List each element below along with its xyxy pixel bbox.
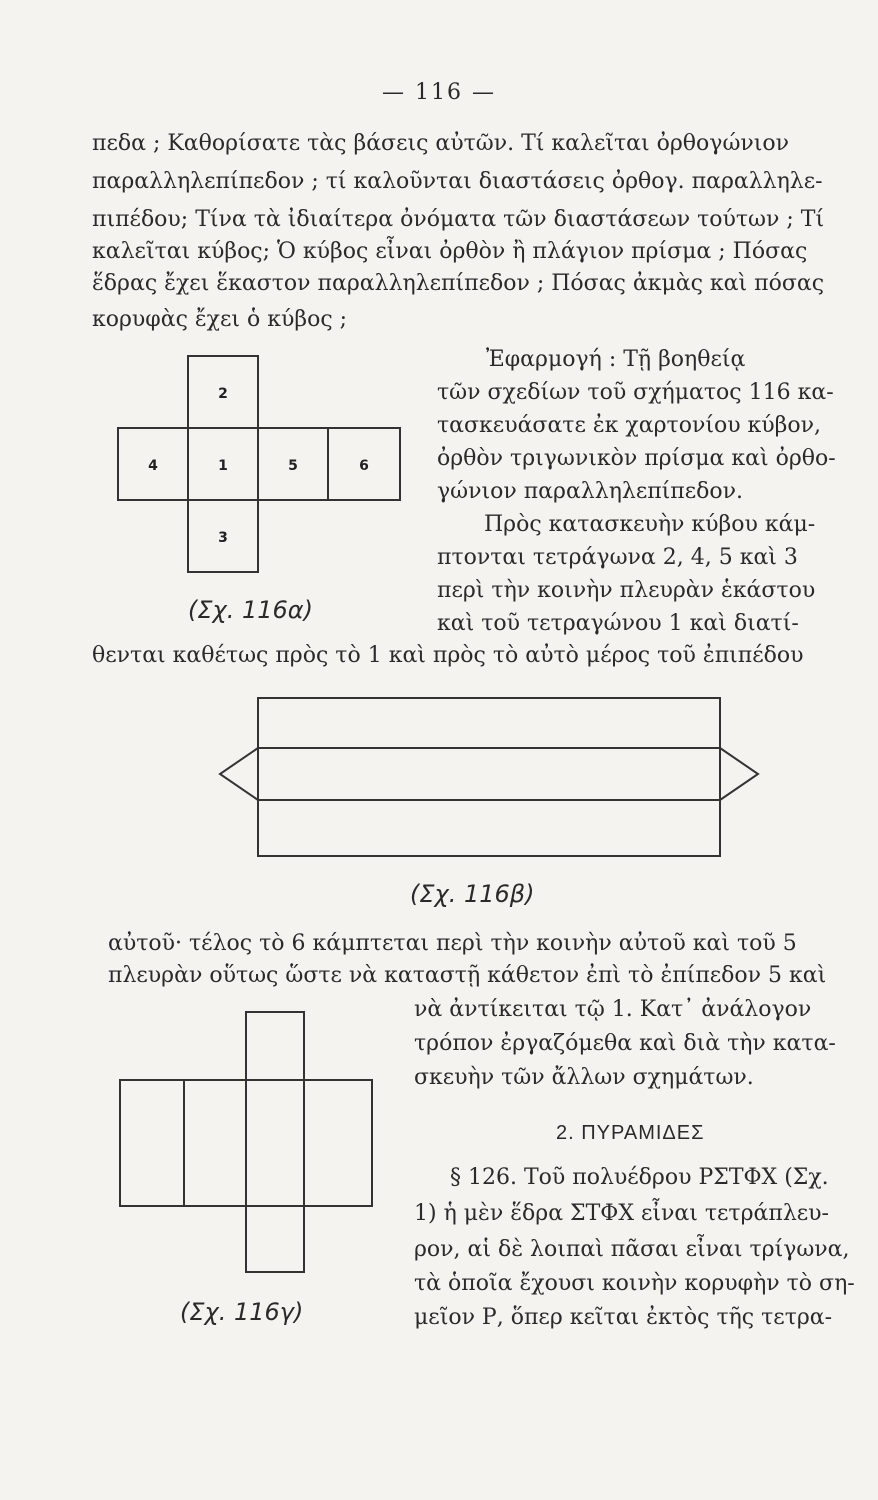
net-label-4: 4 xyxy=(148,458,158,474)
text-line: τρόπον ἐργαζόμεθα καὶ διὰ τὴν κατα- xyxy=(414,1031,836,1056)
text-line: καλεῖται κύβος; Ὁ κύβος εἶναι ὀρθὸν ἢ πλάγιον πρίσμα ; Πόσας xyxy=(92,239,808,264)
figure-116b-prism-net xyxy=(210,690,770,870)
text-line: καὶ τοῦ τετραγώνου 1 καὶ διατί- xyxy=(437,611,799,636)
net-label-5: 5 xyxy=(288,458,298,474)
text-line: πτονται τετράγωνα 2, 4, 5 καὶ 3 xyxy=(437,545,798,570)
net-label-1: 1 xyxy=(218,458,228,474)
caption-116a: (Σχ. 116α) xyxy=(188,596,313,624)
text-line: ἕδρας ἔχει ἕκαστον παραλληλεπίπεδον ; Πόσας ἀκμὰς καὶ πόσας xyxy=(92,271,825,296)
figure-116a-cube-net xyxy=(110,350,410,585)
text-line: σκευὴν τῶν ἄλλων σχημάτων. xyxy=(414,1065,754,1090)
text-line: πιπέδου; Τίνα τὰ ἰδιαίτερα ὀνόματα τῶν διαστάσεων τούτων ; Τί xyxy=(92,207,825,232)
text-line: νὰ ἀντίκειται τῷ 1. Κατ᾽ ἀνάλογον xyxy=(414,997,812,1022)
figure-116c-box-net xyxy=(112,1004,382,1284)
text-line: § 126. Τοῦ πολυέδρου ΡΣΤΦΧ (Σχ. xyxy=(450,1165,829,1190)
caption-116b: (Σχ. 116β) xyxy=(410,880,535,908)
text-line: ὀρθὸν τριγωνικὸν πρίσμα καὶ ὀρθο- xyxy=(437,446,836,471)
caption-116c: (Σχ. 116γ) xyxy=(180,1298,304,1326)
text-line: κορυφὰς ἔχει ὁ κύβος ; xyxy=(92,307,348,332)
text-line: πλευρὰν οὕτως ὥστε νὰ καταστῇ κάθετον ἐπὶ τὸ ἐπίπεδον 5 καὶ xyxy=(108,963,827,988)
section-heading: 2. ΠΥΡΑΜΙΔΕΣ xyxy=(556,1122,705,1144)
net-label-3: 3 xyxy=(218,530,228,546)
text-line: παραλληλεπίπεδον ; τί καλοῦνται διαστάσεις ὀρθογ. παραλληλε- xyxy=(92,169,823,194)
net-label-2: 2 xyxy=(218,386,228,402)
text-line: αὐτοῦ· τέλος τὸ 6 κάμπτεται περὶ τὴν κοινὴν αὐτοῦ καὶ τοῦ 5 xyxy=(108,931,797,956)
text-line: τὰ ὁποῖα ἔχουσι κοινὴν κορυφὴν τὸ ση- xyxy=(414,1271,855,1296)
text-line: γώνιον παραλληλεπίπεδον. xyxy=(437,479,744,504)
text-line: περὶ τὴν κοινὴν πλευρὰν ἑκάστου xyxy=(437,578,816,603)
text-line: πεδα ; Καθορίσατε τὰς βάσεις αὐτῶν. Τί καλεῖται ὀρθογώνιον xyxy=(92,131,789,156)
text-line: τασκευάσατε ἐκ χαρτονίου κύβον, xyxy=(437,413,822,438)
text-line: τῶν σχεδίων τοῦ σχήματος 116 κα- xyxy=(437,380,834,405)
text-line: 1) ἡ μὲν ἕδρα ΣΤΦΧ εἶναι τετράπλευ- xyxy=(414,1201,829,1226)
text-line: Πρὸς κατασκευὴν κύβου κάμ- xyxy=(484,512,816,537)
page-number: — 116 — xyxy=(382,80,496,105)
text-line: Ἐφαρμογή : Τῇ βοηθείᾳ xyxy=(486,347,746,372)
text-line: ρον, αἱ δὲ λοιπαὶ πᾶσαι εἶναι τρίγωνα, xyxy=(414,1237,850,1262)
text-line: μεῖον Ρ, ὅπερ κεῖται ἐκτὸς τῆς τετρα- xyxy=(414,1305,833,1330)
net-label-6: 6 xyxy=(359,458,369,474)
text-line: θενται καθέτως πρὸς τὸ 1 καὶ πρὸς τὸ αὐτὸ μέρος τοῦ ἐπιπέδου xyxy=(92,643,804,668)
